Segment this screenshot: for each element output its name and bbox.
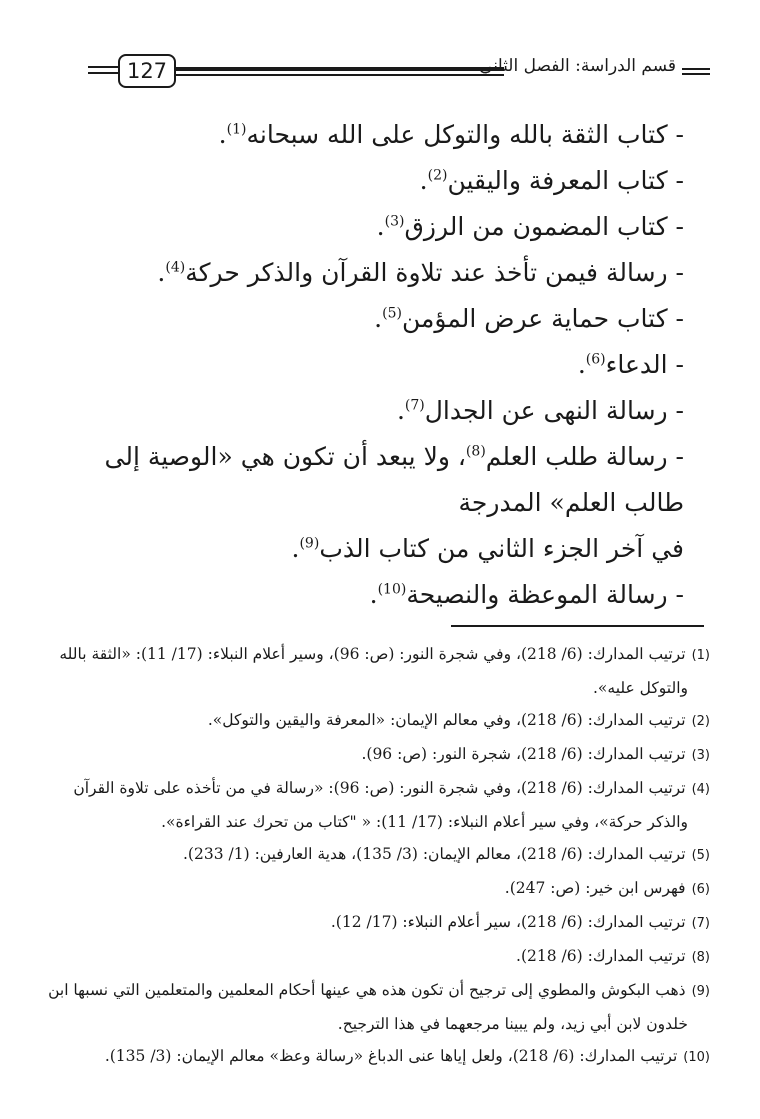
footnote-ref[interactable]: (2)	[427, 167, 448, 184]
footnote-number: (9)	[691, 984, 710, 999]
item-end: .	[369, 580, 378, 609]
list-item	[84, 434, 684, 526]
footnote-ref[interactable]: (8)	[465, 443, 486, 460]
list-item-continuation	[84, 526, 684, 572]
item-end: .	[419, 166, 428, 195]
header-rule-right	[682, 68, 710, 70]
footnote	[73, 772, 710, 806]
list-item	[84, 572, 684, 618]
footnote	[59, 638, 710, 672]
footnote-separator	[451, 625, 704, 627]
header-rule-main-thin	[176, 74, 504, 76]
item-text: في آخر الجزء الثاني من كتاب الذب	[319, 534, 684, 563]
header-rule-right	[682, 73, 710, 75]
footnote-text: ترتيب المدارك: (6/ 218)، معالم الإيمان: (3/ 135)، هدية العارفين: (1/ 233).	[182, 845, 686, 863]
footnote-ref[interactable]: (3)	[384, 213, 405, 230]
footnote-number: (1)	[691, 648, 710, 663]
footnote-number: (8)	[691, 950, 710, 965]
header-rule-left	[88, 72, 118, 74]
item-text: - كتاب المعرفة واليقين	[447, 166, 684, 195]
footnote-number: (7)	[691, 916, 710, 931]
list-item	[84, 112, 684, 158]
header-rule-left	[88, 66, 118, 68]
footnote-ref[interactable]: (6)	[585, 351, 606, 368]
footnote-text: ترتيب المدارك: (6/ 218)، وفي معالم الإيمان: «المعرفة واليقين والتوكل».	[207, 711, 686, 729]
works-list	[84, 112, 684, 618]
footnote	[84, 738, 710, 772]
item-text: - الدعاء	[605, 350, 684, 379]
item-text: - رسالة النهى عن الجدال	[424, 396, 684, 425]
footnote-number: (6)	[691, 882, 710, 897]
list-item	[84, 296, 684, 342]
footnote-text: ترتيب المدارك: (6/ 218).	[516, 947, 686, 965]
item-end: .	[218, 120, 227, 149]
footnote-text: فهرس ابن خير: (ص: 247).	[504, 879, 686, 897]
item-end: .	[157, 258, 166, 287]
item-end: .	[291, 534, 300, 563]
footnote	[84, 906, 710, 940]
footnote-ref[interactable]: (7)	[404, 397, 425, 414]
item-end: .	[396, 396, 405, 425]
footnote-text: والذكر حركة»، وفي سير أعلام النبلاء: (17/ 11): « "كتاب من تحرك عند القراءة».	[161, 813, 688, 831]
list-item	[84, 388, 684, 434]
footnote-number: (2)	[691, 714, 710, 729]
footnote-continuation	[84, 672, 710, 704]
footnote-text: ذهب البكوش والمطوي إلى ترجيح أن تكون هذه هي عينها أحكام المعلمين والمتعلمين التي نسبها ابن	[48, 981, 686, 999]
footnote	[84, 940, 710, 974]
footnote-continuation	[84, 1008, 710, 1040]
item-text: - كتاب حماية عرض المؤمن	[401, 304, 684, 333]
item-text: - كتاب الثقة بالله والتوكل على الله سبحانه	[246, 120, 684, 149]
list-item	[84, 204, 684, 250]
item-text: - رسالة الموعظة والنصيحة	[406, 580, 684, 609]
footnote-text: خلدون لابن أبي زيد، ولم يبينا مرجعهما في هذا الترجيح.	[337, 1015, 688, 1033]
item-text-continued: ، ولا يبعد أن تكون هي «الوصية إلى طالب العلم» المدرجة	[104, 442, 684, 517]
footnote	[84, 1040, 710, 1074]
item-end: .	[577, 350, 586, 379]
list-item	[84, 342, 684, 388]
footnote-number: (5)	[691, 848, 710, 863]
footnote	[84, 838, 710, 872]
item-text: - كتاب المضمون من الرزق	[404, 212, 684, 241]
footnote-ref[interactable]: (5)	[382, 305, 402, 322]
footnote-continuation	[84, 806, 710, 838]
footnote-text: ترتيب المدارك: (6/ 218)، سير أعلام النبلاء: (17/ 12).	[330, 913, 686, 931]
footnote-number: (4)	[691, 782, 710, 797]
footnote-text: ترتيب المدارك: (6/ 218)، وفي شجرة النور: (ص: 96): «رسالة في من تأخذه على تلاوة القرآن	[73, 779, 686, 797]
footnote-text: ترتيب المدارك: (6/ 218)، ولعل إياها عنى الدباغ «رسالة وعظ» معالم الإيمان: (3/ 135).	[104, 1047, 678, 1065]
footnote-text: ترتيب المدارك: (6/ 218)، وفي شجرة النور: (ص: 96)، وسير أعلام النبلاء: (17/ 11): «الثقة بالله	[59, 645, 686, 663]
header-rule-main	[176, 67, 504, 71]
footnote-number: (3)	[691, 748, 710, 763]
footnote-ref[interactable]: (9)	[299, 535, 320, 552]
footnote-ref[interactable]: (10)	[377, 581, 407, 598]
running-title: قسم الدراسة: الفصل الثاني	[479, 56, 676, 76]
item-end: .	[374, 304, 383, 333]
footnote-number: (10)	[683, 1050, 710, 1065]
item-end: .	[376, 212, 385, 241]
page-number: 127	[118, 54, 176, 88]
page-header	[88, 52, 710, 96]
footnote-text: ترتيب المدارك: (6/ 218)، شجرة النور: (ص: 96).	[361, 745, 686, 763]
footnote-ref[interactable]: (4)	[165, 259, 186, 276]
list-item	[84, 250, 684, 296]
item-text: - رسالة طلب العلم	[485, 442, 684, 471]
footnote	[48, 974, 710, 1008]
footnote	[84, 704, 710, 738]
item-text: - رسالة فيمن تأخذ عند تلاوة القرآن والذكر حركة	[185, 258, 684, 287]
footnote	[84, 872, 710, 906]
list-item	[84, 158, 684, 204]
footnote-text: والتوكل عليه».	[592, 679, 688, 697]
footnote-ref[interactable]: (1)	[226, 121, 247, 138]
footnotes	[48, 638, 710, 1074]
